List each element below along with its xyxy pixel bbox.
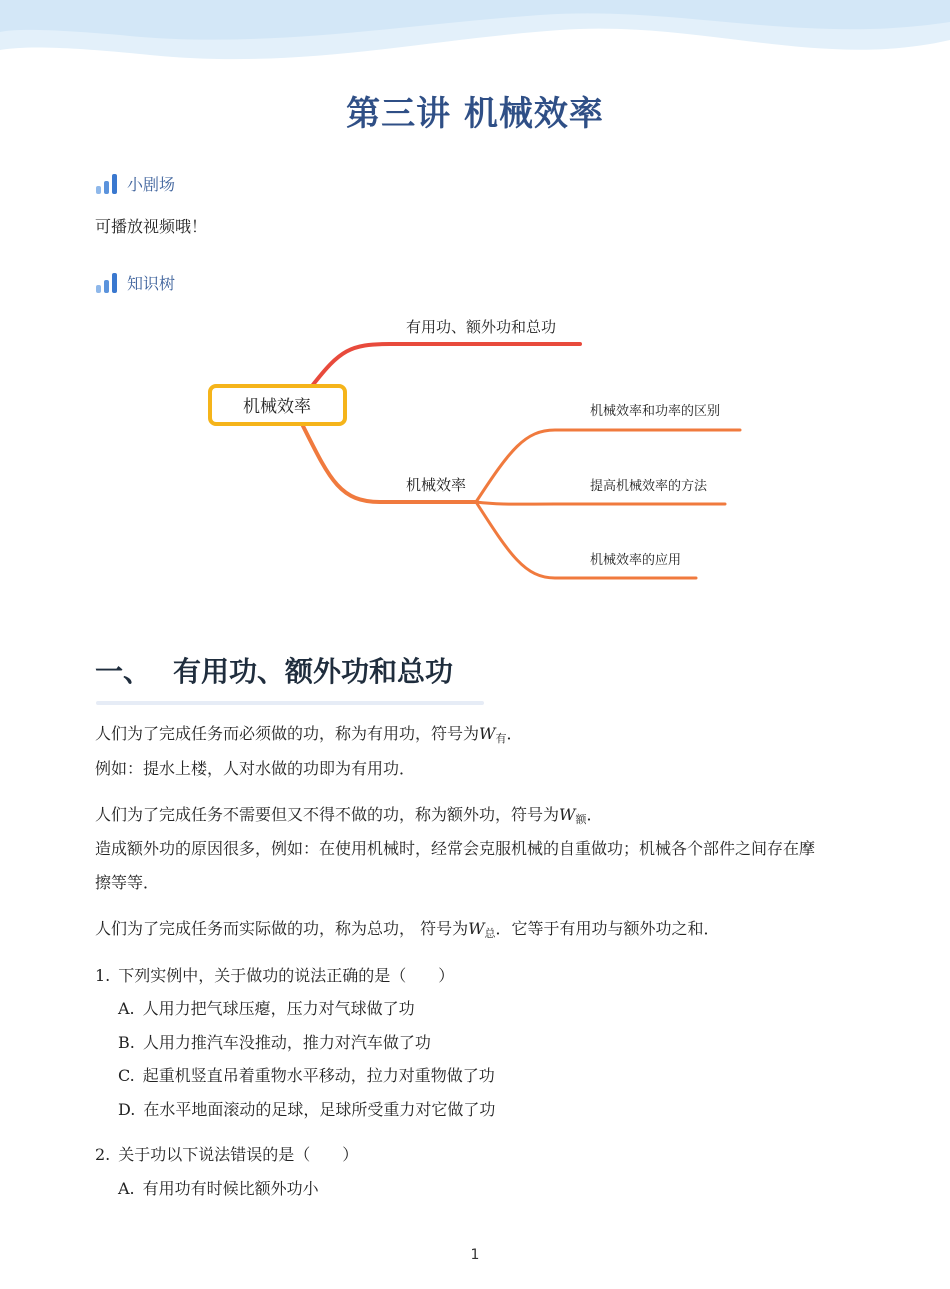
bar-chart-icon [96, 273, 117, 293]
paragraph-total-work: 人们为了完成任务而实际做的功，称为总功， 符号为W总．它等于有用功与额外功之和． [95, 919, 720, 940]
section-heading-knowledge-tree [96, 271, 175, 294]
knowledge-tree-mindmap [180, 300, 780, 600]
theater-text: 可播放视频哦！ [95, 217, 208, 236]
question-1-option-c: C. 起重机竖直吊着重物水平移动，拉力对重物做了功 [118, 1066, 495, 1085]
mindmap-leaf-2: 提高机械效率的方法 [590, 479, 708, 494]
chapter-number: 一、 [95, 655, 152, 688]
paragraph-extra-work-causes-cont: 擦等等． [95, 873, 160, 892]
paragraph-example: 例如：提水上楼，人对水做的功即为有用功． [95, 759, 416, 778]
question-1 [95, 964, 454, 988]
paragraph-useful-work: 人们为了完成任务而必须做的功，称为有用功，符号为W有． [95, 724, 523, 745]
sub-branch-line-2 [476, 502, 725, 504]
mindmap-branch-1: 有用功、额外功和总功 [406, 318, 557, 336]
mindmap-leaf-1: 机械效率和功率的区别 [590, 404, 721, 419]
question-1-option-b: B. 人用力推汽车没推动，推力对汽车做了功 [118, 1033, 431, 1052]
mindmap-leaf-3: 机械效率的应用 [590, 553, 682, 568]
paragraph-extra-work: 人们为了完成任务不需要但又不得不做的功，称为额外功，符号为W额． [95, 805, 603, 826]
question-1-option-d: D. 在水平地面滚动的足球，足球所受重力对它做了功 [118, 1100, 496, 1119]
chapter-heading [95, 650, 453, 690]
mindmap-root: 机械效率 [243, 397, 311, 417]
question-1-option-a: A. 人用力把气球压瘪，压力对气球做了功 [118, 999, 415, 1018]
section-label: 知识树 [127, 274, 176, 293]
page-title: 第三讲 机械效率 [346, 94, 604, 134]
symbol-w: W [479, 724, 496, 743]
symbol-w: W [468, 919, 485, 938]
chapter-title: 有用功、额外功和总功 [173, 655, 454, 688]
heading-underline [96, 701, 484, 705]
branch-line-top [312, 344, 580, 386]
question-number: 1. [95, 966, 111, 985]
question-stem: 下列实例中，关于做功的说法正确的是（ ） [118, 966, 455, 985]
symbol-subscript: 有 [495, 732, 507, 745]
symbol-subscript: 额 [575, 813, 587, 826]
section-label: 小剧场 [127, 175, 176, 194]
mindmap-branch-2: 机械效率 [406, 476, 467, 494]
page-number: 1 [470, 1247, 480, 1263]
header-wave-decoration [0, 0, 950, 80]
bar-chart-icon [96, 174, 117, 194]
section-heading-theater [96, 172, 175, 195]
question-2 [95, 1143, 358, 1167]
symbol-subscript: 总 [484, 927, 496, 940]
question-stem: 关于功以下说法错误的是（ ） [118, 1145, 359, 1164]
question-number: 2. [95, 1145, 111, 1164]
question-2-option-a: A. 有用功有时候比额外功小 [118, 1179, 319, 1198]
paragraph-extra-work-causes: 造成额外功的原因很多，例如：在使用机械时，经常会克服机械的自重做功；机械各个部件之间存在摩 [95, 839, 816, 858]
symbol-w: W [559, 805, 576, 824]
